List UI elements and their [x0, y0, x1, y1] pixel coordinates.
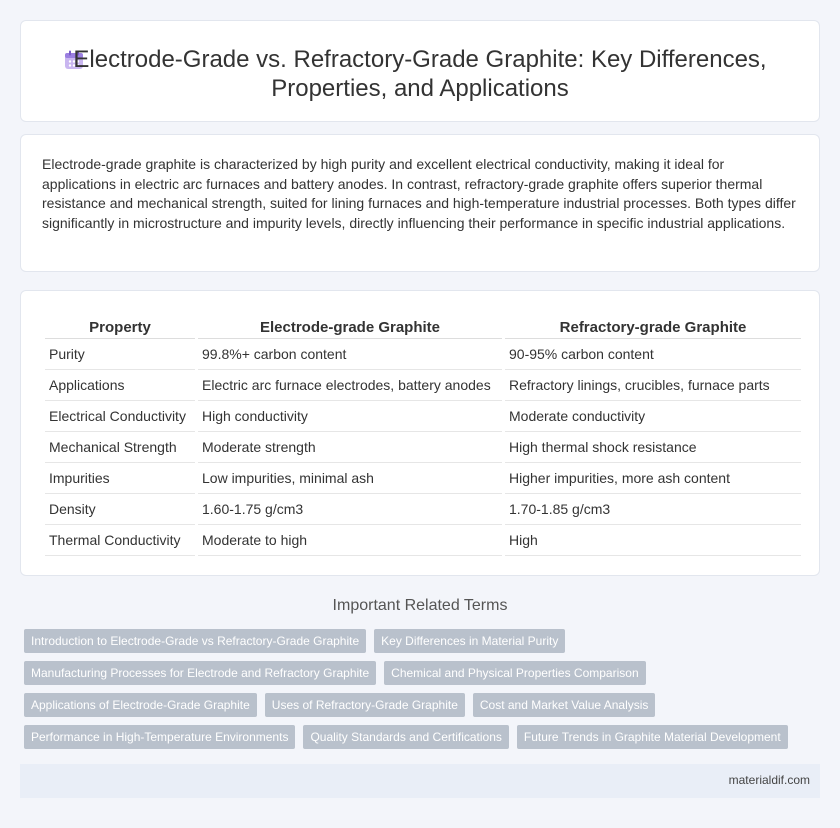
table-cell: Moderate to high	[198, 525, 502, 556]
table-row	[45, 339, 801, 370]
table-cell: Moderate strength	[198, 432, 502, 463]
comparison-table	[42, 313, 804, 556]
table-cell: 1.70-1.85 g/cm3	[505, 494, 801, 525]
table-cell: Applications	[45, 370, 195, 401]
related-terms-list	[24, 629, 820, 757]
related-term-link[interactable]: Introduction to Electrode-Grade vs Refractory-Grade Graphite	[24, 629, 366, 653]
related-terms-heading: Important Related Terms	[332, 597, 508, 614]
table-cell: Thermal Conductivity	[45, 525, 195, 556]
related-term-link[interactable]: Applications of Electrode-Grade Graphite	[24, 693, 257, 717]
table-cell: Moderate conductivity	[505, 401, 801, 432]
table-row	[45, 432, 801, 463]
intro-card	[20, 134, 820, 272]
table-row	[45, 370, 801, 401]
table-cell: Density	[45, 494, 195, 525]
related-term-link[interactable]: Chemical and Physical Properties Comparison	[384, 661, 645, 685]
related-term-link[interactable]: Key Differences in Material Purity	[374, 629, 565, 653]
related-term-link[interactable]: Manufacturing Processes for Electrode and Refractory Graphite	[24, 661, 376, 685]
related-term-link[interactable]: Uses of Refractory-Grade Graphite	[265, 693, 465, 717]
table-cell: Mechanical Strength	[45, 432, 195, 463]
table-cell: Higher impurities, more ash content	[505, 463, 801, 494]
table-row	[45, 401, 801, 432]
related-term-link[interactable]: Performance in High-Temperature Environments	[24, 725, 295, 749]
footer	[20, 764, 820, 798]
table-cell: Impurities	[45, 463, 195, 494]
footer-site-name[interactable]: materialdif.com	[728, 773, 810, 787]
intro-paragraph: Electrode-grade graphite is characterized by high purity and excellent electrical conductivity, making it ideal for applications in electric arc furnaces and battery anodes. In contrast, refractory-grade graphite offers superior thermal resistance and mechanical strength, suited for lining furnaces and high-temperature industrial processes. Both types differ significantly in microstructure and impurity levels, directly influencing their performance in specific industrial applications.	[42, 156, 796, 231]
table-row	[45, 463, 801, 494]
related-term-link[interactable]: Quality Standards and Certifications	[303, 725, 508, 749]
column-header-property: Property	[45, 313, 195, 339]
related-term-link[interactable]: Future Trends in Graphite Material Development	[517, 725, 788, 749]
table-cell: High conductivity	[198, 401, 502, 432]
page-title: Electrode-Grade vs. Refractory-Grade Graphite: Key Differences, Properties, and Applications	[73, 46, 767, 102]
table-row	[45, 494, 801, 525]
table-cell: High thermal shock resistance	[505, 432, 801, 463]
table-cell: 90-95% carbon content	[505, 339, 801, 370]
table-cell: Electrical Conductivity	[45, 401, 195, 432]
table-cell: Purity	[45, 339, 195, 370]
related-term-link[interactable]: Cost and Market Value Analysis	[473, 693, 656, 717]
title-card	[20, 20, 820, 122]
column-header-electrode: Electrode-grade Graphite	[198, 313, 502, 339]
table-header-row	[45, 313, 801, 339]
table-row	[45, 525, 801, 556]
comparison-table-card	[20, 290, 820, 576]
column-header-refractory: Refractory-grade Graphite	[505, 313, 801, 339]
table-cell: Electric arc furnace electrodes, battery anodes	[198, 370, 502, 401]
table-cell: High	[505, 525, 801, 556]
table-cell: 1.60-1.75 g/cm3	[198, 494, 502, 525]
table-cell: Refractory linings, crucibles, furnace parts	[505, 370, 801, 401]
table-cell: 99.8%+ carbon content	[198, 339, 502, 370]
table-cell: Low impurities, minimal ash	[198, 463, 502, 494]
